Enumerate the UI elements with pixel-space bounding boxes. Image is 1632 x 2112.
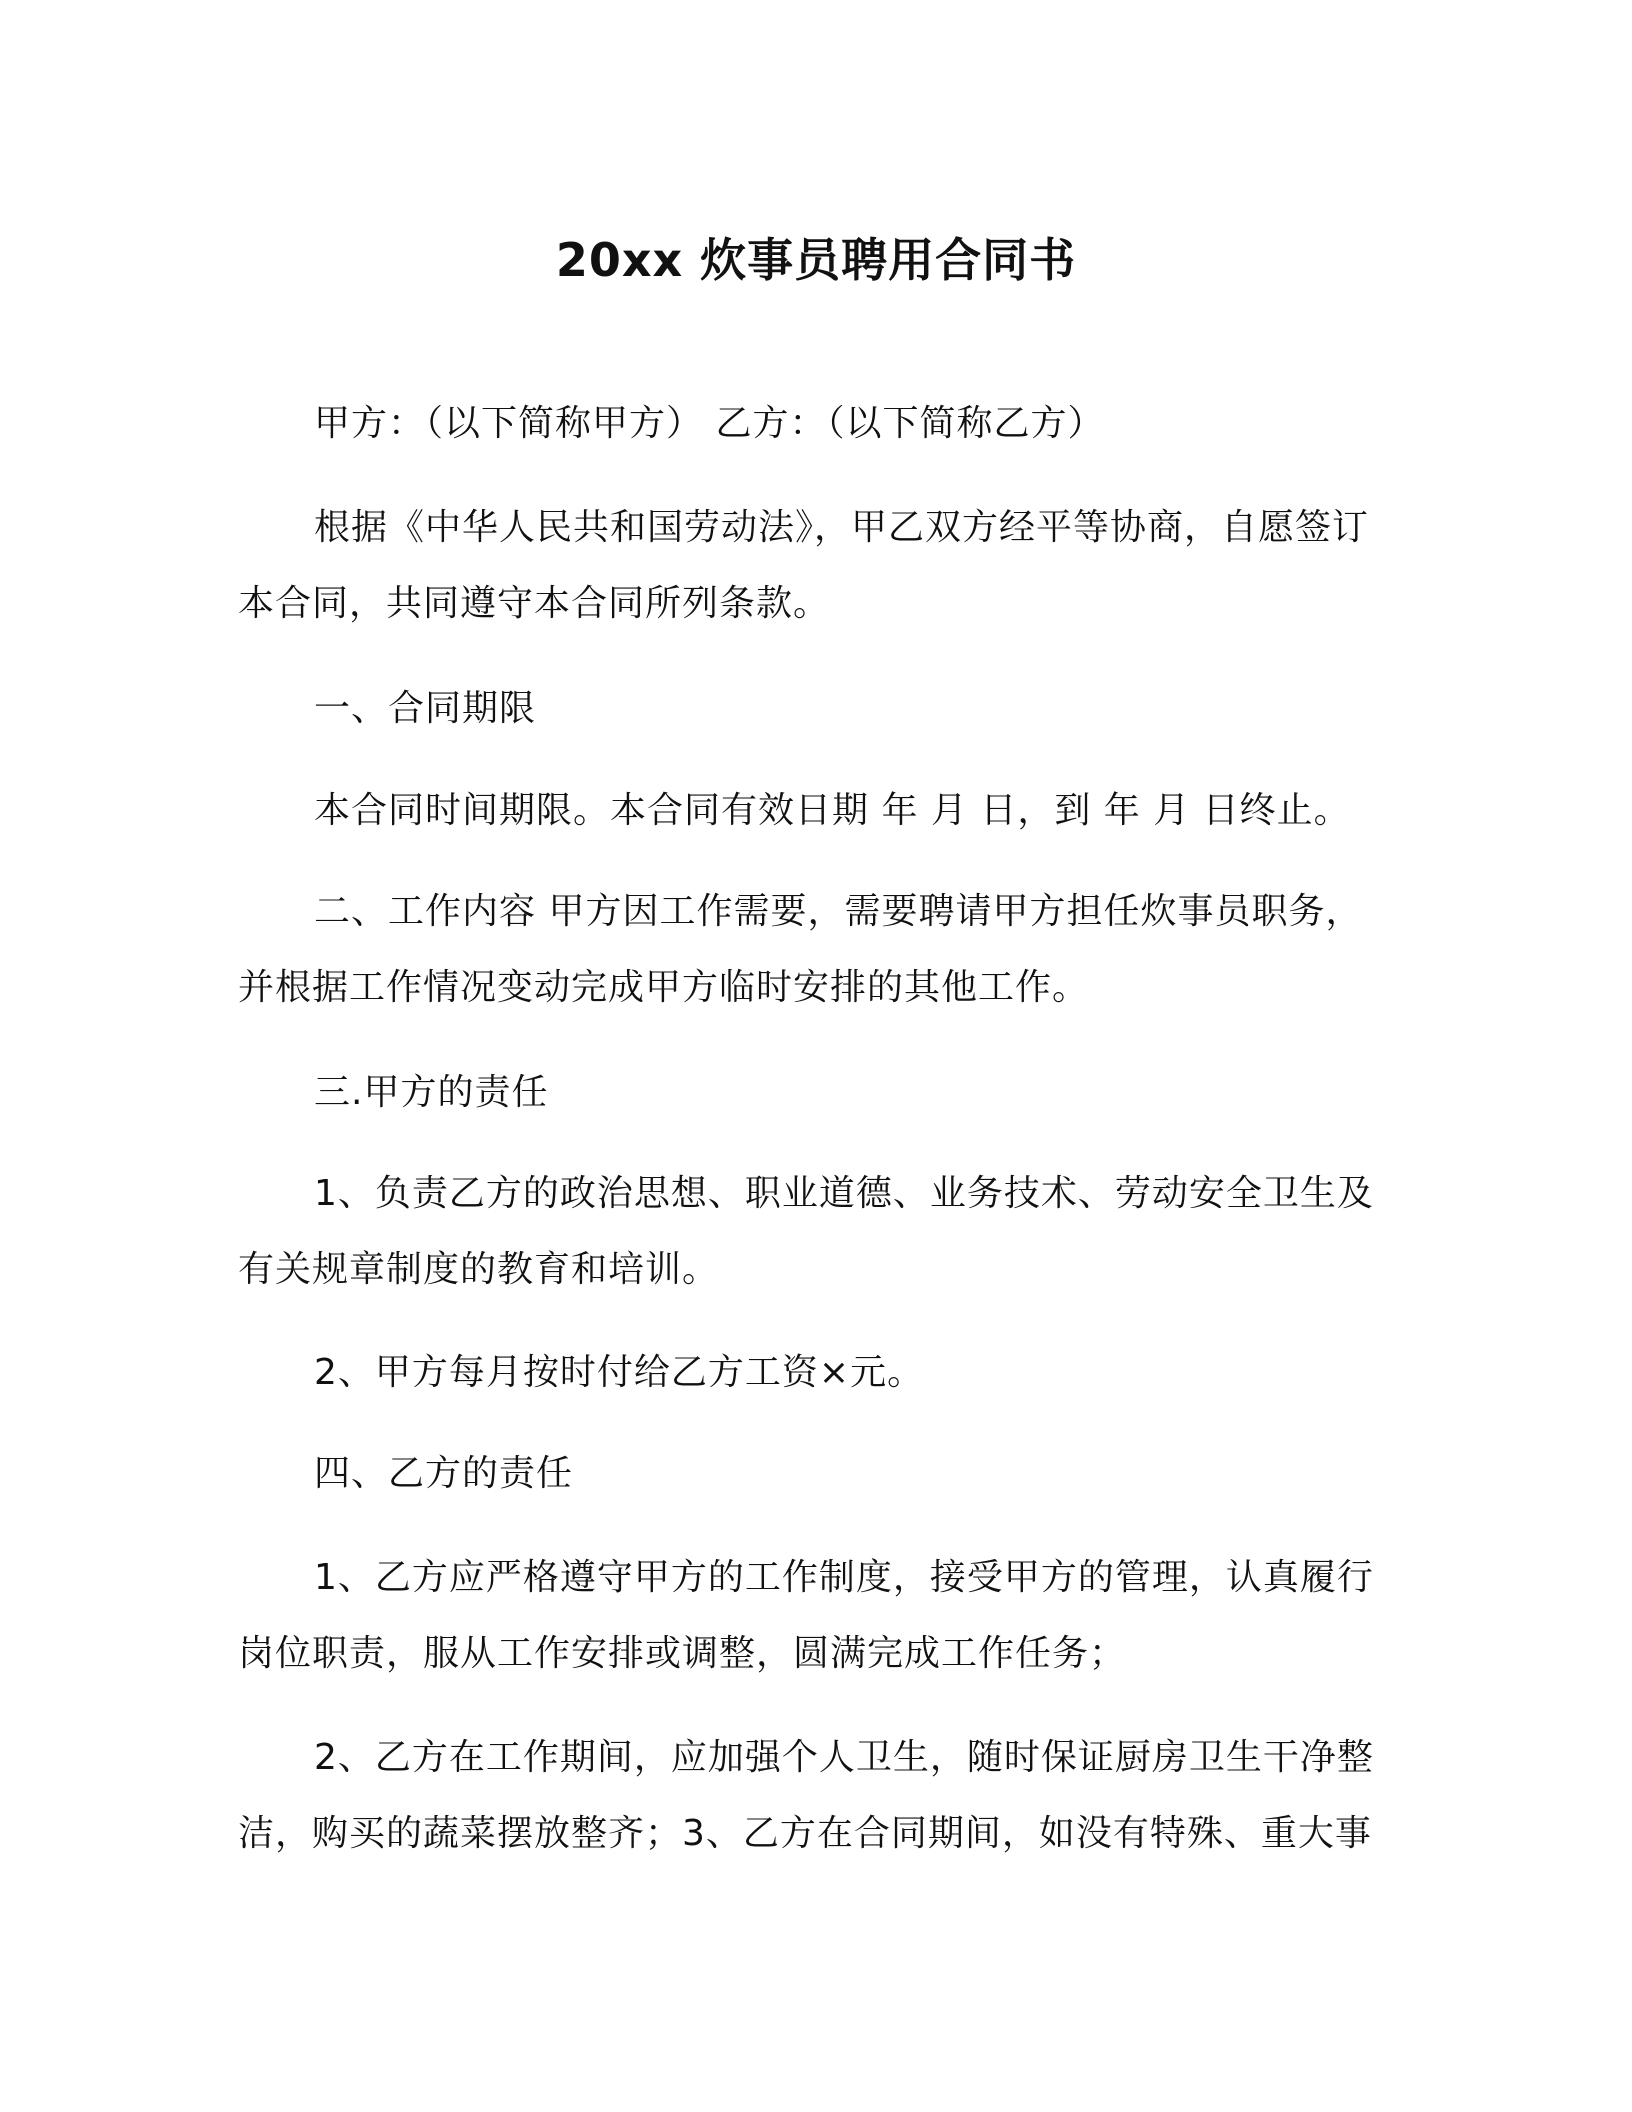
party-a-clause-2: 2、甲方每月按时付给乙方工资×元。 [314, 1352, 925, 1393]
party-a-clause-1: 1、负责乙方的政治思想、职业道德、业务技术、劳动安全卫生及有关规章制度的教育和培训。 [238, 1173, 1374, 1290]
term-paragraph: 本合同时间期限。本合同有效日期 年 月 日，到 年 月 日终止。 [314, 790, 1351, 831]
section-heading-party-a: 三.甲方的责任 [314, 1072, 549, 1113]
section-heading-party-b: 四、乙方的责任 [314, 1453, 574, 1494]
party-b-clause-2: 2、乙方在工作期间，应加强个人卫生，随时保证厨房卫生干净整洁，购买的蔬菜摆放整齐；3、乙方在合同期间，如没有特殊、重大事 [238, 1737, 1374, 1854]
party-b-clause-1: 1、乙方应严格遵守甲方的工作制度，接受甲方的管理，认真履行岗位职责，服从工作安排或调整，圆满完成工作任务； [238, 1557, 1374, 1674]
work-content-paragraph: 二、工作内容 甲方因工作需要，需要聘请甲方担任炊事员职务，并根据工作情况变动完成甲方临时安排的其他工作。 [238, 891, 1363, 1008]
preamble-paragraph: 根据《中华人民共和国劳动法》，甲乙双方经平等协商，自愿签订本合同，共同遵守本合同所列条款。 [238, 507, 1370, 624]
document-title: 20xx 炊事员聘用合同书 [555, 233, 1077, 287]
parties-line: 甲方：（以下简称甲方） 乙方：（以下简称乙方） [314, 403, 1105, 444]
section-heading-term: 一、合同期限 [314, 688, 537, 729]
